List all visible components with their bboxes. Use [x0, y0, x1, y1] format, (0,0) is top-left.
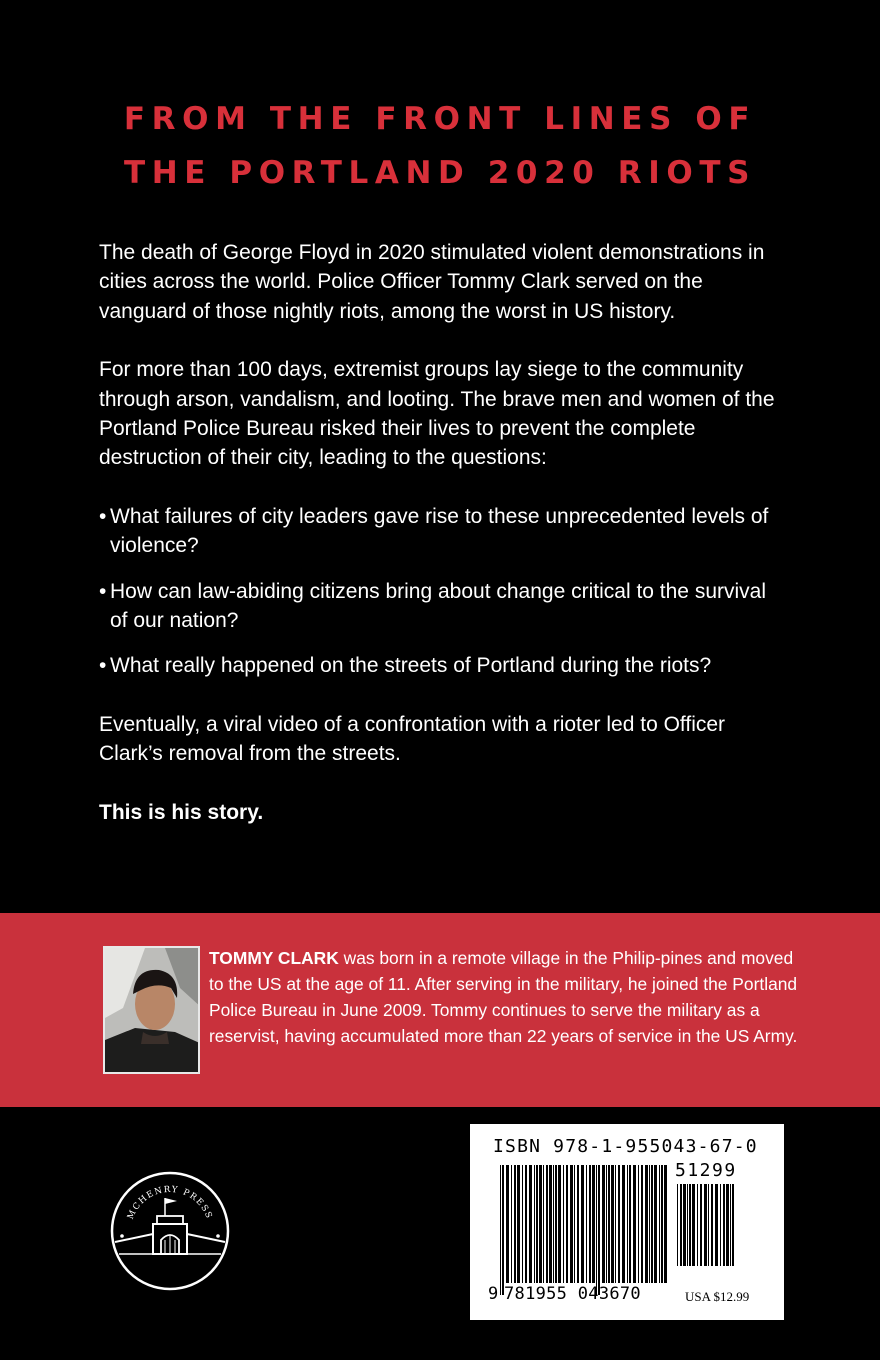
question-text: How can law-abiding citizens bring about change critical to the survival of our nation? — [110, 579, 767, 633]
barcode-bar — [543, 1165, 544, 1283]
price-code: 51299 — [675, 1160, 737, 1181]
barcode-bar — [596, 1165, 597, 1295]
barcode-bar — [708, 1184, 709, 1266]
price: USA $12.99 — [685, 1289, 750, 1304]
barcode-bar — [517, 1165, 520, 1283]
back-cover-blurb — [99, 238, 789, 856]
barcode-bar — [638, 1165, 639, 1283]
barcode-bar — [581, 1165, 584, 1283]
blurb-paragraph-1: The death of George Floyd in 2020 stimulated violent demonstrations in cities across the world. Police Officer Tommy Clark served on the vanguard of those nightly riots, among the worst in US history. — [99, 241, 765, 323]
barcode-bar — [680, 1184, 682, 1266]
question-list — [99, 502, 789, 681]
question-item — [99, 502, 789, 561]
blurb-paragraph-2: For more than 100 days, extremist groups lay siege to the community through arson, vandalism, and looting. The brave men and women of the Portland Police Bureau risked their lives to prevent the complete destruction of their city, leading to the questions: — [99, 358, 775, 470]
author-bio-text: was born in a remote village in the Philip-pines and moved to the US at the age of 11. After serving in the military, he joined the Portland Police Bureau in June 2009. Tommy continues to serve the military as a reservist, having accumulated more than 22 years of service in the US Army. — [209, 948, 798, 1046]
barcode-bar — [649, 1165, 650, 1283]
barcode-bar — [608, 1165, 610, 1283]
barcode-bar — [602, 1165, 605, 1283]
publisher-logo — [109, 1170, 231, 1292]
barcode-bar — [633, 1165, 636, 1283]
question-item — [99, 577, 789, 636]
headline — [0, 92, 880, 200]
barcode-bar — [677, 1184, 678, 1266]
barcode-bar — [514, 1165, 516, 1283]
barcode-bar — [529, 1165, 532, 1283]
barcode-bar — [715, 1184, 718, 1266]
isbn-barcode-block — [470, 1124, 784, 1320]
price-addon-barcode — [677, 1184, 737, 1278]
author-bio — [209, 945, 799, 1049]
barcode-bar — [606, 1165, 607, 1283]
barcode-bar — [511, 1165, 512, 1283]
barcode-bar — [704, 1184, 707, 1266]
barcode-bar — [539, 1165, 542, 1283]
question-text: What failures of city leaders gave rise to these unprecedented levels of violence? — [110, 504, 769, 558]
barcode-bar — [611, 1165, 614, 1283]
headline-line-2: THE PORTLAND 2020 RIOTS — [123, 155, 757, 191]
barcode-bar — [592, 1165, 595, 1283]
barcode-bar — [615, 1165, 616, 1283]
barcode-bar — [558, 1165, 561, 1283]
barcode-bar — [622, 1165, 625, 1283]
author-name: TOMMY CLARK — [209, 948, 339, 968]
barcode-bar — [566, 1165, 568, 1283]
barcode-bar — [555, 1165, 557, 1283]
barcode-bar — [574, 1165, 575, 1283]
barcode-bar — [697, 1184, 698, 1266]
barcode-bar — [534, 1165, 535, 1283]
barcode-bar — [522, 1165, 523, 1283]
barcode-bar — [502, 1165, 504, 1295]
barcode-bar — [536, 1165, 538, 1283]
barcode-bar — [661, 1165, 663, 1283]
barcode-bar — [641, 1165, 643, 1283]
barcode-bar — [553, 1165, 554, 1283]
closing-line: This is his story. — [99, 800, 264, 824]
barcode-bar — [726, 1184, 729, 1266]
barcode-bar — [700, 1184, 702, 1266]
barcode-bar — [500, 1165, 501, 1295]
barcode-bar — [645, 1165, 648, 1283]
barcode-bar — [692, 1184, 695, 1266]
headline-line-1: FROM THE FRONT LINES OF — [123, 101, 757, 137]
barcode-bar — [525, 1165, 527, 1283]
barcode-bar — [629, 1165, 631, 1283]
question-text: What really happened on the streets of Portland during the riots? — [110, 654, 712, 678]
blurb-paragraph-3: Eventually, a viral video of a confrontation with a rioter led to Officer Clark’s removal from the streets. — [99, 712, 726, 766]
isbn-label: ISBN 978-1-955043-67-0 — [493, 1136, 758, 1157]
barcode-bar — [664, 1165, 667, 1283]
question-item — [99, 651, 789, 680]
bullet-icon: • — [99, 579, 107, 603]
ean-first-digit: 9 — [488, 1284, 499, 1304]
barcode-bar — [659, 1165, 660, 1283]
barcode-bar — [586, 1165, 587, 1283]
barcode-bar — [618, 1165, 620, 1283]
barcode-bar — [654, 1165, 657, 1283]
barcode-bar — [687, 1184, 688, 1266]
barcode-bar — [723, 1184, 725, 1266]
author-portrait-icon — [105, 948, 200, 1074]
barcode-bar — [689, 1184, 691, 1266]
publisher-name: MCHENRY PRESS — [125, 1184, 215, 1221]
author-photo — [103, 946, 200, 1074]
bullet-icon: • — [99, 504, 107, 528]
barcode-bar — [570, 1165, 573, 1283]
barcode-bar — [563, 1165, 564, 1283]
barcode-bar — [589, 1165, 591, 1283]
barcode-bar — [506, 1165, 509, 1283]
barcode-bar — [683, 1184, 686, 1266]
barcode-bar — [577, 1165, 579, 1283]
barcode-bar — [732, 1184, 734, 1266]
barcode-bar — [720, 1184, 721, 1266]
barcode-bar — [651, 1165, 653, 1283]
bullet-icon: • — [99, 654, 107, 678]
barcode-bar — [730, 1184, 731, 1266]
barcode-bar — [549, 1165, 552, 1283]
barcode-bar — [546, 1165, 548, 1283]
ean-digits: 781955 043670 — [504, 1284, 641, 1304]
barcode-bar — [598, 1165, 600, 1295]
barcode-bar — [711, 1184, 713, 1266]
ean-barcode — [500, 1165, 668, 1295]
mchenry-press-seal-icon — [109, 1170, 231, 1292]
barcode-bar — [627, 1165, 628, 1283]
